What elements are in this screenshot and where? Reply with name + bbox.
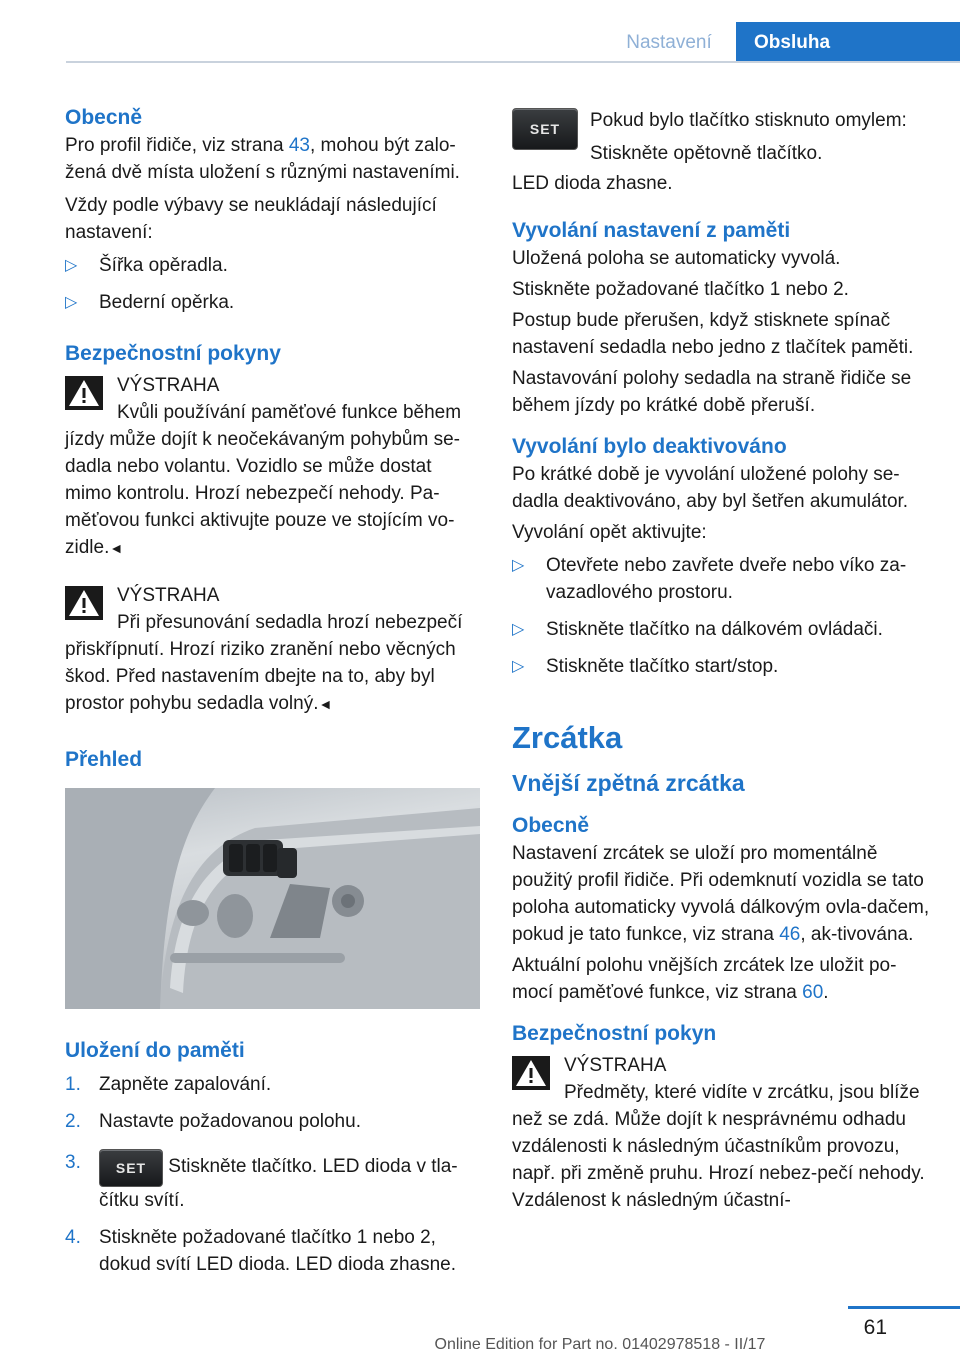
heading-general: Obecně	[65, 106, 143, 129]
warning-icon	[65, 376, 103, 410]
warning-block-2	[65, 582, 480, 718]
right-column	[512, 104, 932, 1214]
page-number: 61	[863, 1316, 887, 1339]
text: , ak-tivována.	[800, 924, 914, 945]
step-item	[65, 1071, 480, 1098]
warning-block-1	[65, 372, 480, 562]
heading-general-mirrors: Obecně	[512, 814, 590, 837]
step-number: 3.	[65, 1152, 81, 1173]
warning-caption: VÝSTRAHA	[564, 1055, 667, 1076]
text: , mohou být zalo-žená dvě místa uložení s různými nastaveními.	[65, 135, 460, 183]
footer-rule	[848, 1306, 960, 1309]
end-mark-icon: ◄	[109, 540, 124, 556]
header-tab-obsluha[interactable]: Obsluha	[736, 22, 960, 63]
text: Pro profil řidiče, viz strana	[65, 135, 289, 156]
heading-outer-mirrors: Vnější zpětná zrcátka	[512, 770, 745, 796]
bullet-triangle-icon: ▷	[512, 658, 525, 675]
page-link-46[interactable]: 46	[779, 924, 801, 945]
bullet-triangle-icon: ▷	[512, 557, 525, 574]
warning-icon	[512, 1056, 550, 1090]
paragraph-mirrors-2	[512, 952, 932, 1006]
paragraph-recall-3: Postup bude přerušen, když stisknete spínač nastavení sedadla nebo jedno z tlačítek paměti.	[512, 310, 914, 358]
warning-caption: VÝSTRAHA	[117, 585, 220, 606]
text: Nastavení zrcátek se uloží pro momentálně použitý profil řidiče. Při odemknutí vozidla se tato poloha automaticky vyvolá dálkovým ovla-dačem, pokud je tato funkce, viz strana	[512, 843, 930, 945]
step-number: 4.	[65, 1227, 81, 1248]
list-item	[512, 616, 932, 643]
paragraph-deactivated-1: Po krátké době je vyvolání uložené polohy se-dadla deaktivováno, aby byl šetřen akumulátor.	[512, 464, 909, 512]
heading-mirrors: Zrcátka	[512, 720, 623, 755]
step-number: 1.	[65, 1074, 81, 1095]
list-item	[512, 552, 932, 606]
warning-text: Předměty, které vidíte v zrcátku, jsou blíže než se zdá. Může dojít k nesprávnému odhadu vzdálenosti k následným účastníkům provozu, např. při změně pruhu. Hrozí nebez-pečí nehody. Vzdálenost k následným účastní-	[512, 1082, 925, 1211]
paragraph-mirrors-1	[512, 840, 932, 948]
step-item	[65, 1108, 480, 1135]
edition-note: Online Edition for Part no. 01402978518 - II/17	[434, 1336, 766, 1353]
step-text: Zapněte zapalování.	[99, 1074, 272, 1095]
heading-recall: Vyvolání nastavení z paměti	[512, 219, 791, 242]
end-mark-icon: ◄	[318, 696, 333, 712]
list-item-text: Bederní opěrka.	[99, 292, 235, 313]
step-item	[65, 1224, 480, 1278]
list-item-text: Stiskněte tlačítko na dálkovém ovládači.	[546, 619, 883, 640]
mistake-block	[512, 104, 932, 170]
paragraph-mistake: Pokud bylo tlačítko stisknuto omylem: Stiskněte opětovně tlačítko.	[590, 110, 907, 164]
paragraph-equipment: Vždy podle výbavy se neukládají následující nastavení:	[65, 195, 437, 243]
heading-overview: Přehled	[65, 748, 143, 771]
list-item	[65, 289, 480, 316]
heading-deactivated: Vyvolání bylo deaktivováno	[512, 435, 787, 458]
step-number: 2.	[65, 1111, 81, 1132]
seat-controls-photo	[65, 788, 480, 1009]
heading-safety: Bezpečnostní pokyny	[65, 342, 281, 365]
left-column	[65, 104, 480, 1288]
set-button-icon: SET	[512, 108, 578, 150]
warning-block-3	[512, 1052, 932, 1214]
paragraph-recall-1: Uložená poloha se automaticky vyvolá.	[512, 248, 841, 269]
paragraph-profile	[65, 132, 480, 186]
list-item	[65, 252, 480, 279]
warning-text: Kvůli používání paměťové funkce během jízdy může dojít k neočekávaným pohybům se-dadla nebo volantu. Vozidlo se může dostat mimo kontrolu. Hrozí nebezpečí nehody. Pa-měťovou funkci aktivujte pouze ve stojícím vo-zidle.	[65, 402, 462, 558]
page-link-43[interactable]: 43	[288, 135, 310, 156]
list-item-text: Šířka opěradla.	[99, 255, 228, 276]
paragraph-recall-4: Nastavování polohy sedadla na straně řidiče se během jízdy po krátké době přeruší.	[512, 368, 912, 416]
step-text: Stiskněte požadované tlačítko 1 nebo 2, dokud svítí LED dioda. LED dioda zhasne.	[99, 1227, 457, 1275]
text: .	[823, 982, 829, 1003]
warning-text: Při přesunování sedadla hrozí nebezpečí přiskřípnutí. Hrozí riziko zranění nebo věcných škod. Před nastavením dbejte na to, aby byl prostor pohybu sedadla volný.	[65, 612, 463, 714]
warning-caption: VÝSTRAHA	[117, 375, 220, 396]
bullet-triangle-icon: ▷	[65, 294, 78, 311]
step-text: Nastavte požadovanou polohu.	[99, 1111, 361, 1132]
paragraph-recall-2: Stiskněte požadované tlačítko 1 nebo 2.	[512, 279, 849, 300]
header-tab-nastaveni[interactable]: Nastavení	[626, 32, 712, 53]
heading-safety-mirrors: Bezpečnostní pokyn	[512, 1022, 717, 1045]
heading-store-memory: Uložení do paměti	[65, 1039, 245, 1062]
list-item-text: Stiskněte tlačítko start/stop.	[546, 656, 779, 677]
warning-icon	[65, 586, 103, 620]
header-rule	[66, 61, 960, 63]
bullet-triangle-icon: ▷	[512, 621, 525, 638]
page-link-60[interactable]: 60	[802, 982, 824, 1003]
list-item-text: Otevřete nebo zavřete dveře nebo víko za-vazadlového prostoru.	[546, 555, 907, 603]
step-item	[65, 1149, 480, 1214]
paragraph-deactivated-2: Vyvolání opět aktivujte:	[512, 522, 707, 543]
list-item	[512, 653, 932, 680]
paragraph-led-off: LED dioda zhasne.	[512, 173, 673, 194]
bullet-triangle-icon: ▷	[65, 257, 78, 274]
text: Aktuální polohu vnějších zrcátek lze uložit po-mocí paměťové funkce, viz strana	[512, 955, 897, 1003]
set-button-icon: SET	[99, 1149, 163, 1187]
step-text: Stiskněte tlačítko. LED dioda v tla-čítku svítí.	[99, 1156, 458, 1211]
seat-controls-illustration	[65, 788, 480, 1009]
